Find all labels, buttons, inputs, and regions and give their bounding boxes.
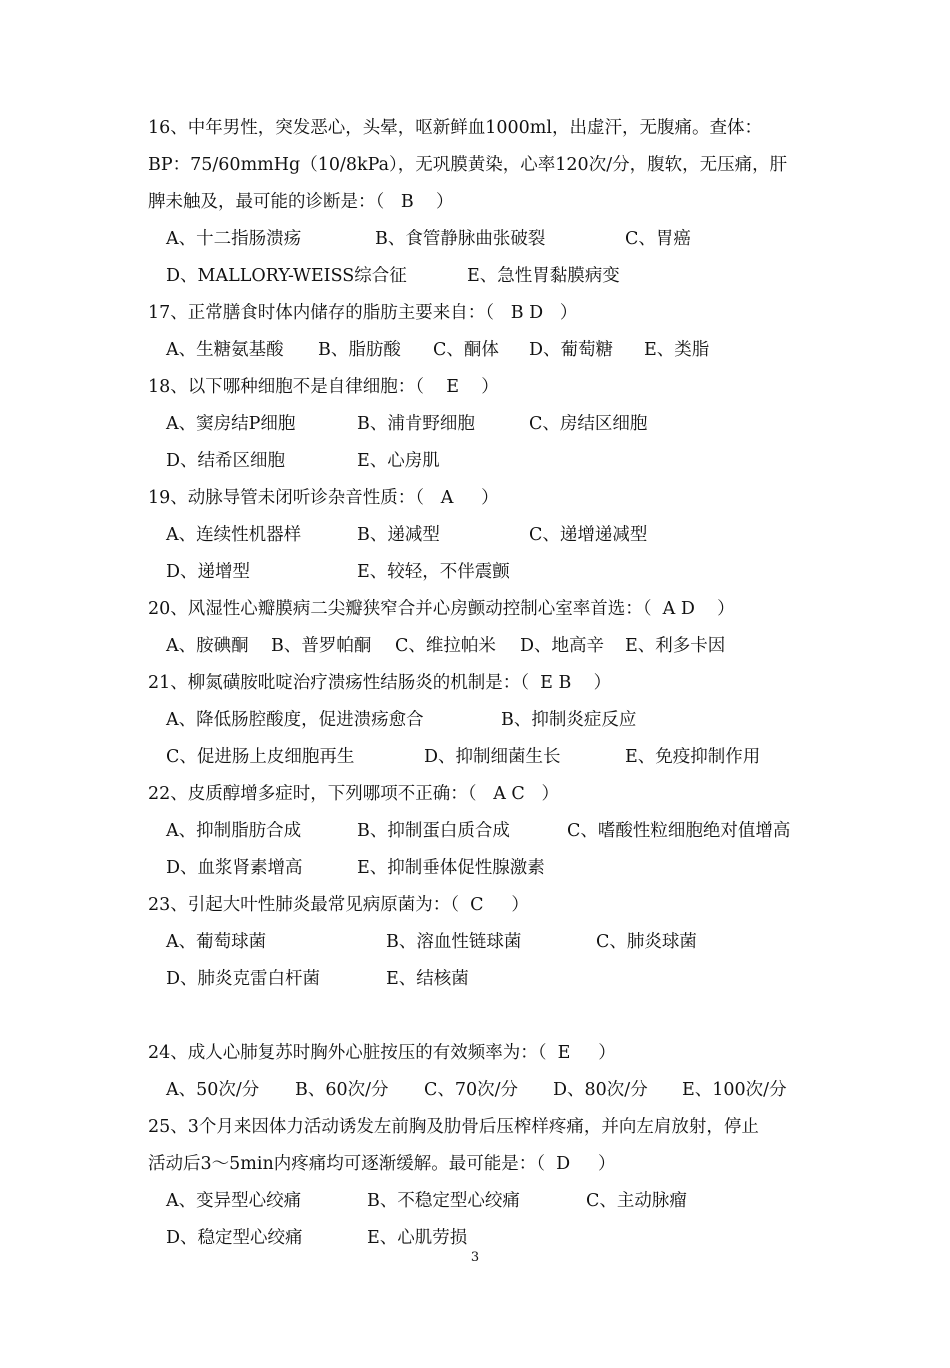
question-23-option-c: C、肺炎球菌 <box>596 932 697 952</box>
question-21-option-a: A、降低肠腔酸度，促进溃疡愈合 <box>166 710 424 730</box>
question-18-option-a: A、窦房结P细胞 <box>166 414 296 434</box>
question-19-options-row-1 <box>166 517 648 554</box>
question-19-option-d: D、递增型 <box>166 562 251 582</box>
question-22-stem: 22、皮质醇增多症时，下列哪项不正确：（ A C ） <box>148 784 559 804</box>
question-24-option-d: D、80次/分 <box>553 1080 648 1100</box>
question-17-options-row-1 <box>166 332 710 369</box>
question-24-option-b: B、60次/分 <box>295 1080 389 1100</box>
question-16-options-row-2 <box>166 258 620 295</box>
question-18-stem: 18、以下哪种细胞不是自律细胞：（ E ） <box>148 377 499 397</box>
question-24-stem: 24、成人心肺复苏时胸外心脏按压的有效频率为：（ E ） <box>148 1043 616 1063</box>
question-22-option-d: D、血浆肾素增高 <box>166 858 303 878</box>
question-19-options-row-2 <box>166 554 510 591</box>
question-17-option-c: C、酮体 <box>433 340 499 360</box>
question-17-option-e: E、类脂 <box>644 340 710 360</box>
question-22-option-c: C、嗜酸性粒细胞绝对值增高 <box>567 821 791 841</box>
question-24-options-row-1 <box>166 1072 787 1109</box>
question-23-options-row-2 <box>166 961 469 998</box>
question-21-options-row-1 <box>166 702 637 739</box>
question-20-option-e: E、利多卡因 <box>625 636 726 656</box>
question-23-stem: 23、引起大叶性肺炎最常见病原菌为：（ C ） <box>148 895 529 915</box>
question-21-options-row-2 <box>166 739 761 776</box>
question-20-stem: 20、风湿性心瓣膜病二尖瓣狭窄合并心房颤动控制心室率首选：（ A D ） <box>148 599 735 619</box>
question-20-option-d: D、地高辛 <box>520 636 605 656</box>
question-16-line-3: 脾未触及，最可能的诊断是：（ B ） <box>148 192 454 212</box>
question-16-option-d: D、MALLORY-WEISS综合征 <box>166 266 407 286</box>
question-18-option-c: C、房结区细胞 <box>529 414 648 434</box>
question-16-option-c: C、胃癌 <box>625 229 691 249</box>
question-18-option-d: D、结希区细胞 <box>166 451 286 471</box>
question-24-option-c: C、70次/分 <box>424 1080 519 1100</box>
question-25-option-c: C、主动脉瘤 <box>586 1191 687 1211</box>
question-16-line-1: 16、中年男性，突发恶心，头晕，呕新鲜血1000ml，出虚汗，无腹痛。查体： <box>148 118 762 138</box>
question-24-option-a: A、50次/分 <box>166 1080 260 1100</box>
question-19-option-e: E、较轻，不伴震颤 <box>357 562 510 582</box>
question-25-option-d: D、稳定型心绞痛 <box>166 1228 303 1248</box>
question-23-options-row-1 <box>166 924 697 961</box>
question-16-options-row-1 <box>166 221 691 258</box>
question-18-option-e: E、心房肌 <box>357 451 440 471</box>
question-16-option-a: A、十二指肠溃疡 <box>166 229 302 249</box>
question-23-option-a: A、葡萄球菌 <box>166 932 267 952</box>
question-25-line-2: 活动后3～5min内疼痛均可逐渐缓解。最可能是：（ D ） <box>148 1154 616 1174</box>
question-23-option-b: B、溶血性链球菌 <box>386 932 522 952</box>
question-25-options-row-1 <box>166 1183 687 1220</box>
question-19-stem: 19、动脉导管未闭听诊杂音性质：（ A ） <box>148 488 499 508</box>
question-18-options-row-2 <box>166 443 440 480</box>
question-21-stem: 21、柳氮磺胺吡啶治疗溃疡性结肠炎的机制是：（ E B ） <box>148 673 612 693</box>
question-22-option-a: A、抑制脂肪合成 <box>166 821 302 841</box>
question-21-option-e: E、免疫抑制作用 <box>625 747 761 767</box>
question-22-options-row-2 <box>166 850 545 887</box>
question-19-option-b: B、递减型 <box>357 525 440 545</box>
question-17-option-d: D、葡萄糖 <box>529 340 614 360</box>
question-18-option-b: B、浦肯野细胞 <box>357 414 475 434</box>
question-16-line-2: BP：75/60mmHg（10/8kPa），无巩膜黄染，心率120次/分，腹软，无压痛，肝 <box>148 155 788 175</box>
question-25-option-b: B、不稳定型心绞痛 <box>367 1191 520 1211</box>
question-22-option-b: B、抑制蛋白质合成 <box>357 821 510 841</box>
question-24-option-e: E、100次/分 <box>682 1080 787 1100</box>
question-21-option-b: B、抑制炎症反应 <box>501 710 637 730</box>
question-18-options-row-1 <box>166 406 648 443</box>
question-23-option-e: E、结核菌 <box>386 969 469 989</box>
question-22-options-row-1 <box>166 813 791 850</box>
question-16-option-e: E、急性胃黏膜病变 <box>467 266 620 286</box>
page-number: 3 <box>470 1250 480 1265</box>
question-25-option-a: A、变异型心绞痛 <box>166 1191 302 1211</box>
question-17-option-b: B、脂肪酸 <box>318 340 401 360</box>
question-19-option-a: A、连续性机器样 <box>166 525 302 545</box>
question-25-option-e: E、心肌劳损 <box>367 1228 468 1248</box>
question-23-option-d: D、肺炎克雷白杆菌 <box>166 969 321 989</box>
question-22-option-e: E、抑制垂体促性腺激素 <box>357 858 545 878</box>
question-25-line-1: 25、3个月来因体力活动诱发左前胸及肋骨后压榨样疼痛，并向左肩放射，停止 <box>148 1117 759 1137</box>
question-16-option-b: B、食管静脉曲张破裂 <box>375 229 546 249</box>
question-17-stem: 17、正常膳食时体内储存的脂肪主要来自：（ B D ） <box>148 303 578 323</box>
question-21-option-d: D、抑制细菌生长 <box>424 747 561 767</box>
question-20-option-c: C、维拉帕米 <box>395 636 496 656</box>
question-20-options-row-1 <box>166 628 726 665</box>
question-17-option-a: A、生糖氨基酸 <box>166 340 284 360</box>
question-20-option-b: B、普罗帕酮 <box>271 636 372 656</box>
question-19-option-c: C、递增递减型 <box>529 525 648 545</box>
question-21-option-c: C、促进肠上皮细胞再生 <box>166 747 355 767</box>
question-20-option-a: A、胺碘酮 <box>166 636 249 656</box>
